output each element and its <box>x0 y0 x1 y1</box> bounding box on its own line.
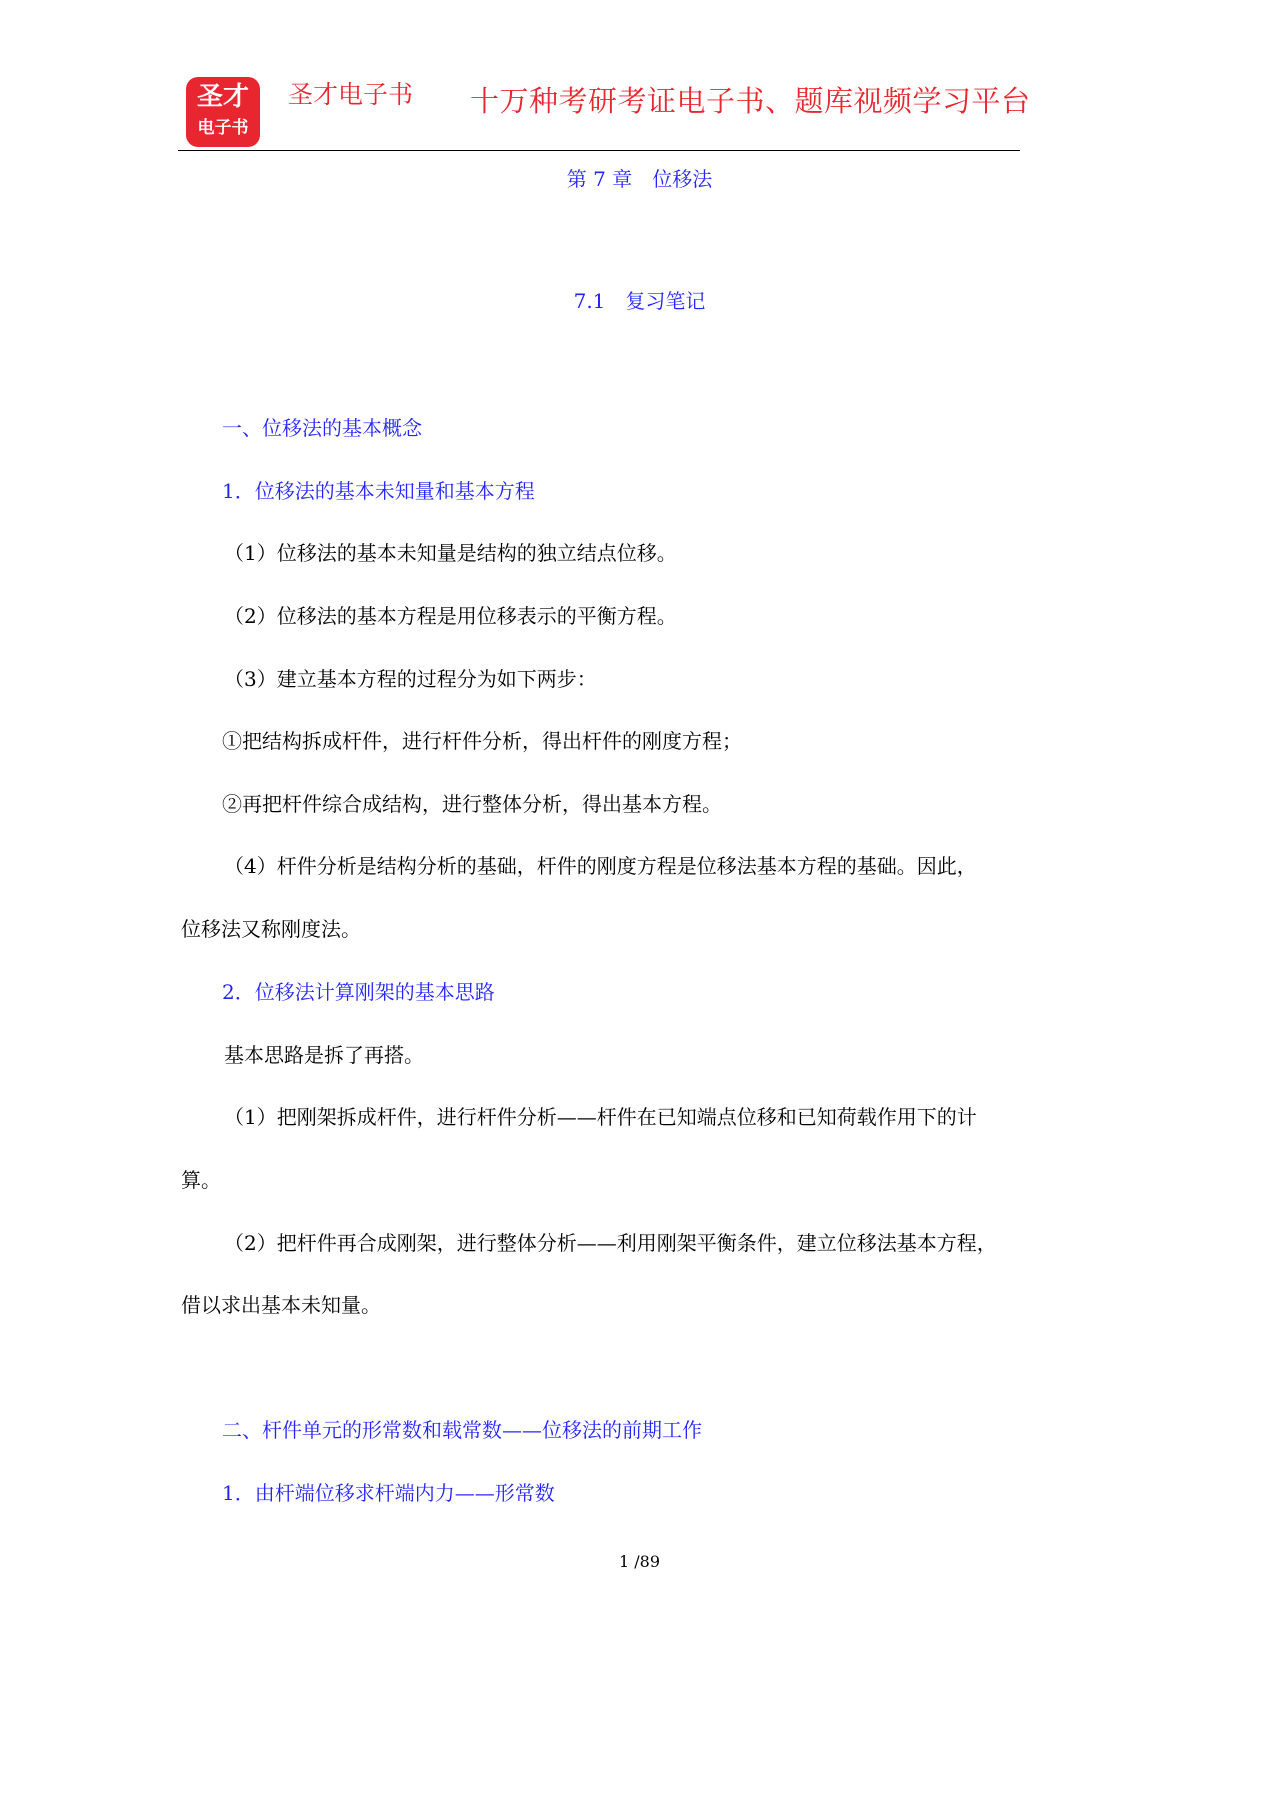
paragraph: （1）把刚架拆成杆件，进行杆件分析——杆件在已知端点位移和已知荷载作用下的计 <box>224 1105 977 1129</box>
brand-name: 圣才电子书 <box>288 80 414 109</box>
paragraph: （4）杆件分析是结构分析的基础，杆件的刚度方程是位移法基本方程的基础。因此， <box>224 854 977 878</box>
brand-logo <box>186 77 260 147</box>
heading-shape-load-constants: 二、杆件单元的形常数和载常数——位移法的前期工作 <box>222 1418 702 1442</box>
subheading-shape-constants: 1．由杆端位移求杆端内力——形常数 <box>222 1481 555 1505</box>
logo-text-line1: 圣才 <box>196 82 249 112</box>
paragraph: ①把结构拆成杆件，进行杆件分析，得出杆件的刚度方程； <box>222 729 742 753</box>
heading-basic-concepts: 一、位移法的基本概念 <box>222 416 422 440</box>
paragraph: （3）建立基本方程的过程分为如下两步： <box>224 667 597 691</box>
paragraph: （1）位移法的基本未知量是结构的独立结点位移。 <box>224 541 677 565</box>
logo-text-line2: 电子书 <box>197 118 249 138</box>
paragraph: （2）把杆件再合成刚架，进行整体分析——利用刚架平衡条件，建立位移法基本方程， <box>224 1231 997 1255</box>
paragraph: （2）位移法的基本方程是用位移表示的平衡方程。 <box>224 604 677 628</box>
chapter-title: 第 7 章 位移法 <box>566 167 713 191</box>
header-divider <box>178 150 1020 151</box>
paragraph-continuation: 算。 <box>181 1168 221 1192</box>
paragraph: 基本思路是拆了再搭。 <box>224 1043 424 1067</box>
section-title: 7.1 复习笔记 <box>573 289 706 313</box>
subheading-basic-idea: 2．位移法计算刚架的基本思路 <box>222 980 495 1004</box>
paragraph-continuation: 位移法又称刚度法。 <box>181 917 361 941</box>
paragraph-continuation: 借以求出基本未知量。 <box>181 1293 381 1317</box>
paragraph: ②再把杆件综合成结构，进行整体分析，得出基本方程。 <box>222 792 722 816</box>
header-slogan: 十万种考研考证电子书、题库视频学习平台 <box>470 84 1031 118</box>
subheading-unknowns-equations: 1．位移法的基本未知量和基本方程 <box>222 479 535 503</box>
page-number: 1 /89 <box>618 1552 660 1571</box>
